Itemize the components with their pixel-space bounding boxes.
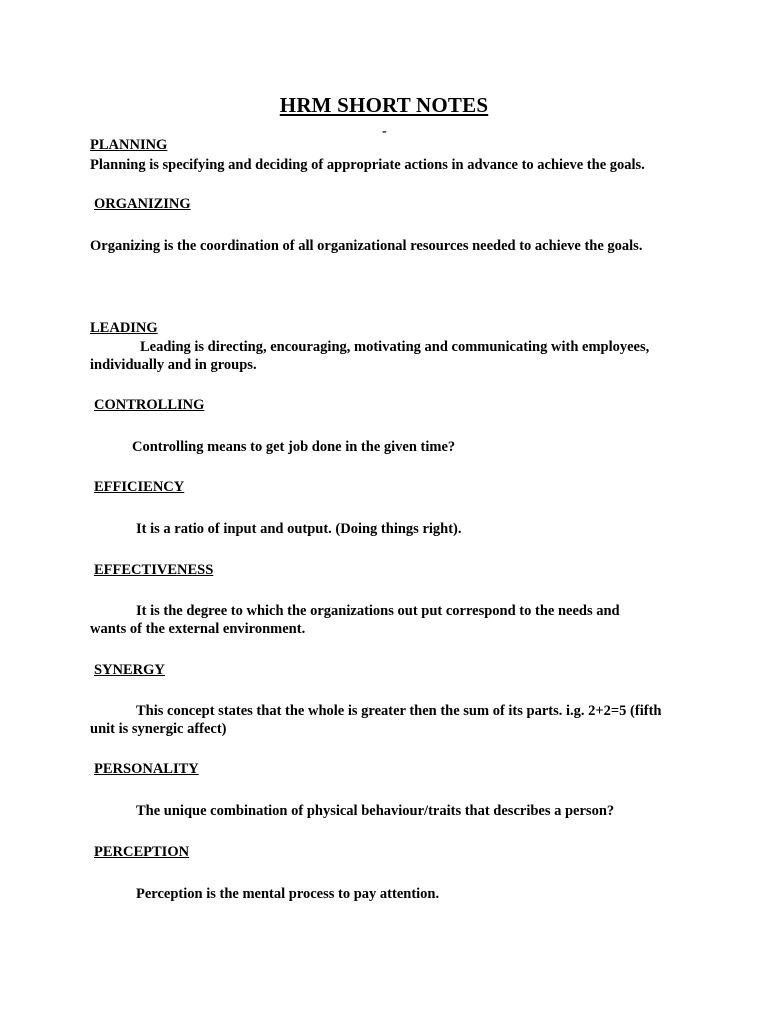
- section-heading-efficiency: EFFICIENCY: [94, 479, 185, 495]
- section-body-personality: The unique combination of physical behaviour/traits that describes a person?: [136, 803, 615, 819]
- page-title: HRM SHORT NOTES: [279, 93, 489, 117]
- section-body-organizing: Organizing is the coordination of all organizational resources needed to achieve the goals.: [90, 238, 643, 254]
- section-heading-personality: PERSONALITY: [94, 761, 199, 777]
- section-body-synergy: This concept states that the whole is greater then the sum of its parts. i.g. 2+2=5 (fifth unit is synergic affect): [90, 703, 662, 737]
- section-body-leading: Leading is directing, encouraging, motivating and communicating with employees, individually and in groups.: [90, 339, 650, 373]
- section-heading-organizing: ORGANIZING: [94, 196, 191, 212]
- section-heading-effectiveness: EFFECTIVENESS: [94, 562, 214, 578]
- section-body-planning: Planning is specifying and deciding of appropriate actions in advance to achieve the goals.: [90, 157, 645, 173]
- section-heading-leading: LEADING: [90, 320, 158, 336]
- section-heading-controlling: CONTROLLING: [94, 397, 205, 413]
- section-body-perception: Perception is the mental process to pay attention.: [136, 886, 440, 902]
- section-heading-synergy: SYNERGY: [94, 662, 165, 678]
- section-heading-planning: PLANNING: [90, 137, 168, 153]
- section-body-effectiveness: It is the degree to which the organizations out put correspond to the needs and wants of the external environment.: [90, 603, 620, 637]
- section-body-controlling: Controlling means to get job done in the given time?: [132, 439, 456, 455]
- title-mark: -: [382, 124, 387, 139]
- section-heading-perception: PERCEPTION: [94, 844, 190, 860]
- section-body-efficiency: It is a ratio of input and output. (Doing things right).: [136, 521, 462, 537]
